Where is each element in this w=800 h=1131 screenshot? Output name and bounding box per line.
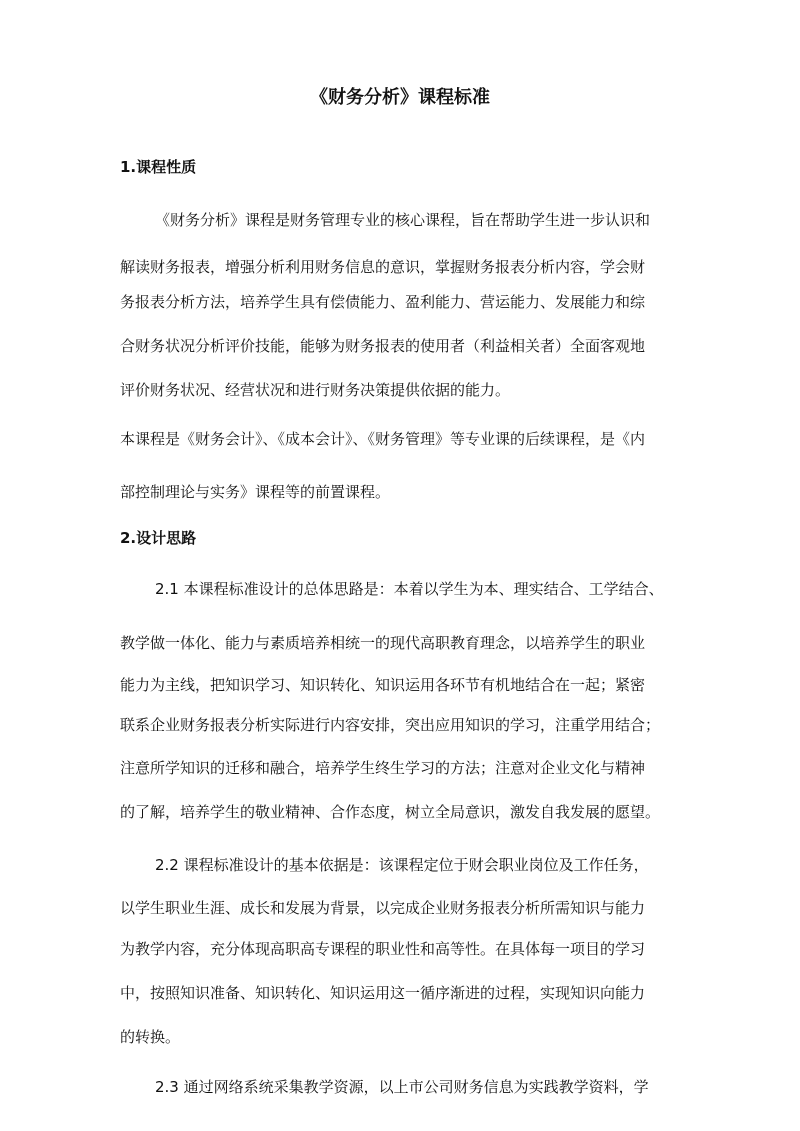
paragraph-line: 注意所学知识的迁移和融合，培养学生终生学习的方法；注意对企业文化与精神 (120, 759, 646, 777)
document-title: 《财务分析》课程标准 (310, 87, 490, 108)
paragraph-line: 解读财务报表，增强分析利用财务信息的意识，掌握财务报表分析内容，学会财 (120, 258, 646, 276)
paragraph-line: 联系企业财务报表分析实际进行内容安排，突出应用知识的学习，注重学用结合； (120, 716, 661, 734)
paragraph-line: 以学生职业生涯、成长和发展为背景，以完成企业财务报表分析所需知识与能力 (120, 899, 646, 917)
paragraph-line: 2.1 本课程标准设计的总体思路是：本着以学生为本、理实结合、工学结合、 (155, 580, 664, 598)
paragraph-line: 《财务分析》课程是财务管理专业的核心课程，旨在帮助学生进一步认识和 (155, 211, 651, 229)
paragraph-line: 合财务状况分析评价技能，能够为财务报表的使用者（利益相关者）全面客观地 (120, 337, 646, 355)
section-heading-design-ideas: 2.设计思路 (120, 529, 197, 547)
paragraph-line: 能力为主线，把知识学习、知识转化、知识运用各环节有机地结合在一起；紧密 (120, 676, 646, 694)
paragraph-line: 教学做一体化、能力与素质培养相统一的现代高职教育理念，以培养学生的职业 (120, 634, 646, 652)
paragraph-line: 评价财务状况、经营状况和进行财务决策提供依据的能力。 (120, 381, 511, 399)
section-heading-course-nature: 1.课程性质 (120, 158, 197, 176)
paragraph-line: 为教学内容，充分体现高职高专课程的职业性和高等性。在具体每一项目的学习 (120, 940, 646, 958)
paragraph-line: 本课程是《财务会计》、《成本会计》、《财务管理》等专业课的后续课程，是《内 (120, 430, 646, 448)
paragraph-line: 的转换。 (120, 1028, 181, 1046)
paragraph-line: 务报表分析方法，培养学生具有偿债能力、盈利能力、营运能力、发展能力和综 (120, 293, 646, 311)
paragraph-line: 2.3 通过网络系统采集教学资源，以上市公司财务信息为实践教学资料，学 (155, 1078, 649, 1096)
paragraph-line: 2.2 课程标准设计的基本依据是：该课程定位于财会职业岗位及工作任务， (155, 856, 649, 874)
paragraph-line: 中，按照知识准备、知识转化、知识运用这一循序渐进的过程，实现知识向能力 (120, 984, 646, 1002)
paragraph-line: 的了解，培养学生的敬业精神、合作态度，树立全局意识，激发自我发展的愿望。 (120, 803, 661, 821)
paragraph-line: 部控制理论与实务》课程等的前置课程。 (120, 483, 391, 501)
